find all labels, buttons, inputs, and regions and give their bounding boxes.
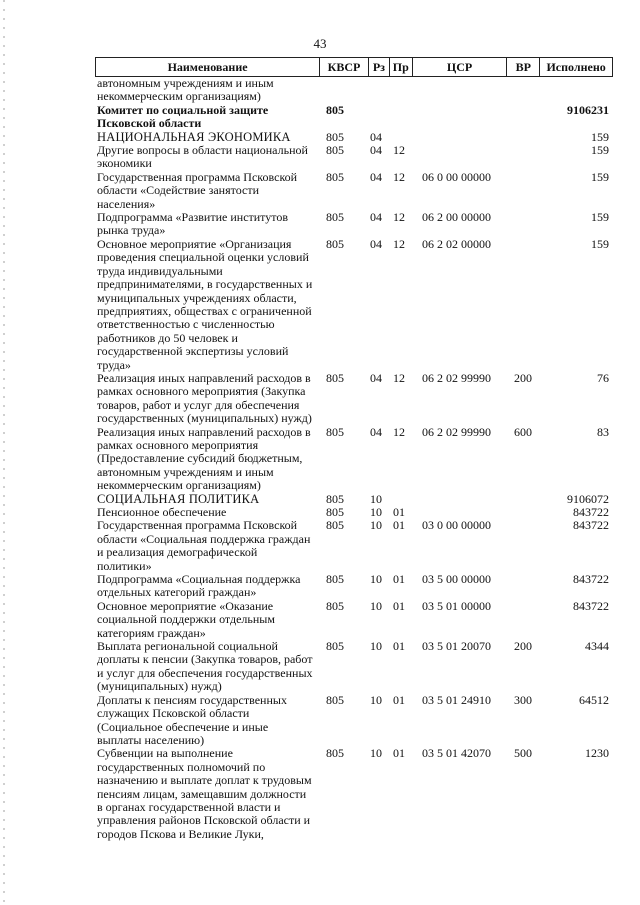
cell-csr: 06 2 00 00000 [422, 210, 491, 225]
cell-kvsr: 805 [326, 639, 344, 654]
table-row [95, 640, 613, 694]
table-header [95, 57, 613, 77]
cell-csr: 03 5 01 00000 [422, 598, 491, 613]
cell-pr: 12 [393, 424, 405, 439]
cell-rz [369, 77, 390, 104]
table-body [95, 77, 613, 841]
cell-kvsr: 805 [326, 746, 344, 761]
cell-name: Реализация иных направлений расходов в рамках основного мероприятия (Закупка товаров, работ и услуг для обеспечения государственных (муниципальных) нужд) [97, 370, 312, 426]
cell-csr: 03 0 00 00000 [422, 518, 491, 533]
cell-name: Комитет по социальной защите Псковской области [97, 102, 269, 131]
cell-name: Пенсионное обеспечение [97, 505, 227, 519]
table-row [95, 211, 613, 238]
cell-csr: 06 2 02 00000 [422, 236, 491, 251]
cell-pr: 12 [393, 169, 405, 184]
header-csr: ЦСР [413, 58, 508, 76]
cell-executed: 159 [591, 129, 609, 144]
header-name: Наименование [96, 58, 320, 76]
cell-csr: 06 2 02 99990 [422, 424, 491, 439]
cell-executed: 843722 [573, 598, 609, 613]
cell-vr [508, 506, 541, 519]
cell-rz: 10 [370, 572, 382, 587]
cell-vr: 500 [514, 746, 532, 761]
table-row [95, 372, 613, 426]
cell-csr: 03 5 00 00000 [422, 572, 491, 587]
cell-executed: 843722 [573, 572, 609, 587]
cell-executed: 4344 [585, 639, 609, 654]
cell-rz: 04 [370, 370, 382, 385]
cell-csr [413, 506, 508, 519]
cell-kvsr [320, 77, 369, 104]
cell-executed: 9106072 [567, 491, 609, 506]
cell-vr [508, 104, 541, 131]
cell-executed: 76 [597, 370, 609, 385]
cell-vr [508, 493, 541, 506]
cell-pr: 12 [393, 236, 405, 251]
table-row [95, 426, 613, 493]
cell-csr: 03 5 01 42070 [422, 746, 491, 761]
cell-csr: 03 5 01 24910 [422, 692, 491, 707]
cell-vr [508, 77, 541, 104]
cell-pr: 01 [393, 692, 405, 707]
cell-name: Реализация иных направлений расходов в рамках основного мероприятия (Предоставление субсидий бюджетным, автономным учреждениям и иным некоммерческим организациям) [97, 424, 311, 493]
cell-name: Доплаты к пенсиям государственных служащих Псковской области (Социальное обеспечение и иные выплаты населению) [97, 692, 287, 747]
cell-csr [413, 104, 508, 131]
cell-rz: 04 [370, 210, 382, 225]
cell-name: Другие вопросы в области национальной экономики [97, 143, 308, 171]
cell-kvsr: 805 [326, 491, 344, 506]
cell-kvsr: 805 [326, 572, 344, 587]
cell-kvsr: 805 [326, 169, 344, 184]
cell-name: Выплата региональной социальной доплаты к пенсии (Закупка товаров, работ и услуг для обеспечения государственных (муниципальных) нужд) [97, 639, 313, 694]
cell-kvsr: 805 [326, 598, 344, 613]
cell-rz: 04 [370, 169, 382, 184]
header-pr: Пр [390, 58, 413, 76]
table-row [95, 519, 613, 573]
table-row [95, 144, 613, 171]
cell-rz: 10 [370, 639, 382, 654]
cell-csr: 06 2 02 99990 [422, 370, 491, 385]
table-row [95, 238, 613, 372]
cell-kvsr: 805 [326, 236, 344, 251]
cell-kvsr: 805 [326, 424, 344, 439]
cell-pr [390, 131, 413, 144]
cell-pr [390, 104, 413, 131]
cell-executed: 9106231 [567, 102, 609, 117]
cell-rz: 10 [370, 505, 382, 519]
cell-pr [390, 77, 413, 104]
cell-kvsr: 805 [326, 102, 344, 117]
cell-pr: 01 [393, 518, 405, 533]
cell-executed: 843722 [573, 505, 609, 519]
cell-rz [369, 104, 390, 131]
table-row [95, 171, 613, 211]
cell-executed: 843722 [573, 518, 609, 533]
cell-vr: 600 [514, 424, 532, 439]
cell-rz: 04 [370, 143, 382, 158]
cell-pr: 12 [393, 210, 405, 225]
cell-executed: 1230 [585, 746, 609, 761]
cell-vr [508, 144, 541, 171]
cell-rz: 10 [370, 518, 382, 533]
cell-executed: 159 [591, 143, 609, 158]
header-vr: ВР [507, 58, 540, 76]
cell-pr: 01 [393, 598, 405, 613]
table-row [95, 747, 613, 841]
cell-vr: 200 [514, 639, 532, 654]
table-row [95, 104, 613, 131]
cell-csr: 03 5 01 20070 [422, 639, 491, 654]
cell-vr: 300 [514, 692, 532, 707]
scan-edge-marks [3, 0, 5, 905]
cell-kvsr: 805 [326, 210, 344, 225]
cell-pr: 01 [393, 505, 405, 519]
cell-vr [508, 211, 541, 238]
cell-name: Основное мероприятие «Оказание социальной поддержки отдельным категориям граждан» [97, 598, 275, 640]
cell-csr [413, 77, 508, 104]
cell-name: Государственная программа Псковской области «Содействие занятости населения» [97, 169, 298, 211]
header-rz: Рз [369, 58, 390, 76]
cell-executed: 159 [591, 169, 609, 184]
cell-executed [541, 77, 613, 104]
cell-executed: 159 [591, 236, 609, 251]
cell-pr: 01 [393, 639, 405, 654]
cell-pr: 01 [393, 572, 405, 587]
cell-kvsr: 805 [326, 692, 344, 707]
table-row [95, 77, 613, 104]
cell-rz: 04 [370, 236, 382, 251]
cell-executed: 64512 [579, 692, 609, 707]
table-row [95, 600, 613, 640]
budget-table [95, 57, 613, 841]
page-number: 43 [313, 36, 327, 51]
cell-name: Субвенции на выполнение государственных полномочий по назначению и выплате доплат к трудовым пенсиям лицам, замещавшим должности в органах государственной власти и управления районов Псковской области и городов Пскова и Великие Луки, [97, 746, 312, 841]
cell-kvsr: 805 [326, 505, 344, 519]
header-kvsr: КВСР [320, 58, 369, 76]
cell-name: НАЦИОНАЛЬНАЯ ЭКОНОМИКА [97, 129, 291, 144]
cell-vr [508, 171, 541, 211]
cell-name: Подпрограмма «Социальная поддержка отдельных категорий граждан» [97, 572, 301, 600]
cell-executed: 83 [597, 424, 609, 439]
header-executed: Исполнено [546, 59, 606, 74]
cell-csr: 06 0 00 00000 [422, 169, 491, 184]
cell-vr: 200 [514, 370, 532, 385]
cell-kvsr: 805 [326, 129, 344, 144]
cell-pr: 12 [393, 143, 405, 158]
cell-pr [390, 493, 413, 506]
cell-rz: 04 [370, 424, 382, 439]
cell-vr [508, 573, 541, 600]
cell-rz: 10 [370, 692, 382, 707]
cell-name: Подпрограмма «Развитие институтов рынка труда» [97, 210, 289, 238]
table-row [95, 694, 613, 748]
table-row [95, 506, 613, 519]
cell-pr: 01 [393, 746, 405, 761]
cell-kvsr: 805 [326, 518, 344, 533]
cell-name: СОЦИАЛЬНАЯ ПОЛИТИКА [97, 491, 260, 506]
cell-csr [413, 493, 508, 506]
cell-rz: 10 [370, 598, 382, 613]
cell-kvsr: 805 [326, 143, 344, 158]
table-row [95, 573, 613, 600]
cell-rz: 10 [370, 491, 382, 506]
cell-kvsr: 805 [326, 370, 344, 385]
cell-csr [413, 144, 508, 171]
table-row [95, 131, 613, 144]
cell-csr [413, 131, 508, 144]
table-row [95, 493, 613, 506]
cell-vr [508, 600, 541, 640]
cell-executed: 159 [591, 210, 609, 225]
cell-name: Государственная программа Псковской области «Социальная поддержка граждан и реализация демографической политики» [97, 518, 311, 573]
cell-rz: 10 [370, 746, 382, 761]
cell-pr: 12 [393, 370, 405, 385]
cell-vr [508, 131, 541, 144]
cell-vr [508, 519, 541, 573]
cell-vr [508, 238, 541, 372]
cell-name: автономным учреждениям и иным некоммерческим организациям) [97, 76, 274, 104]
cell-name: Основное мероприятие «Организация проведения специальной оценки условий труда индивидуальными предпринимателями, в государственных и муниципальных учреждениях области, предприятиях, обществах с ограниченной ответственностью с численностью работников до 50 человек и государственной экспертизы условий труда» [97, 236, 313, 372]
cell-rz: 04 [370, 129, 382, 144]
